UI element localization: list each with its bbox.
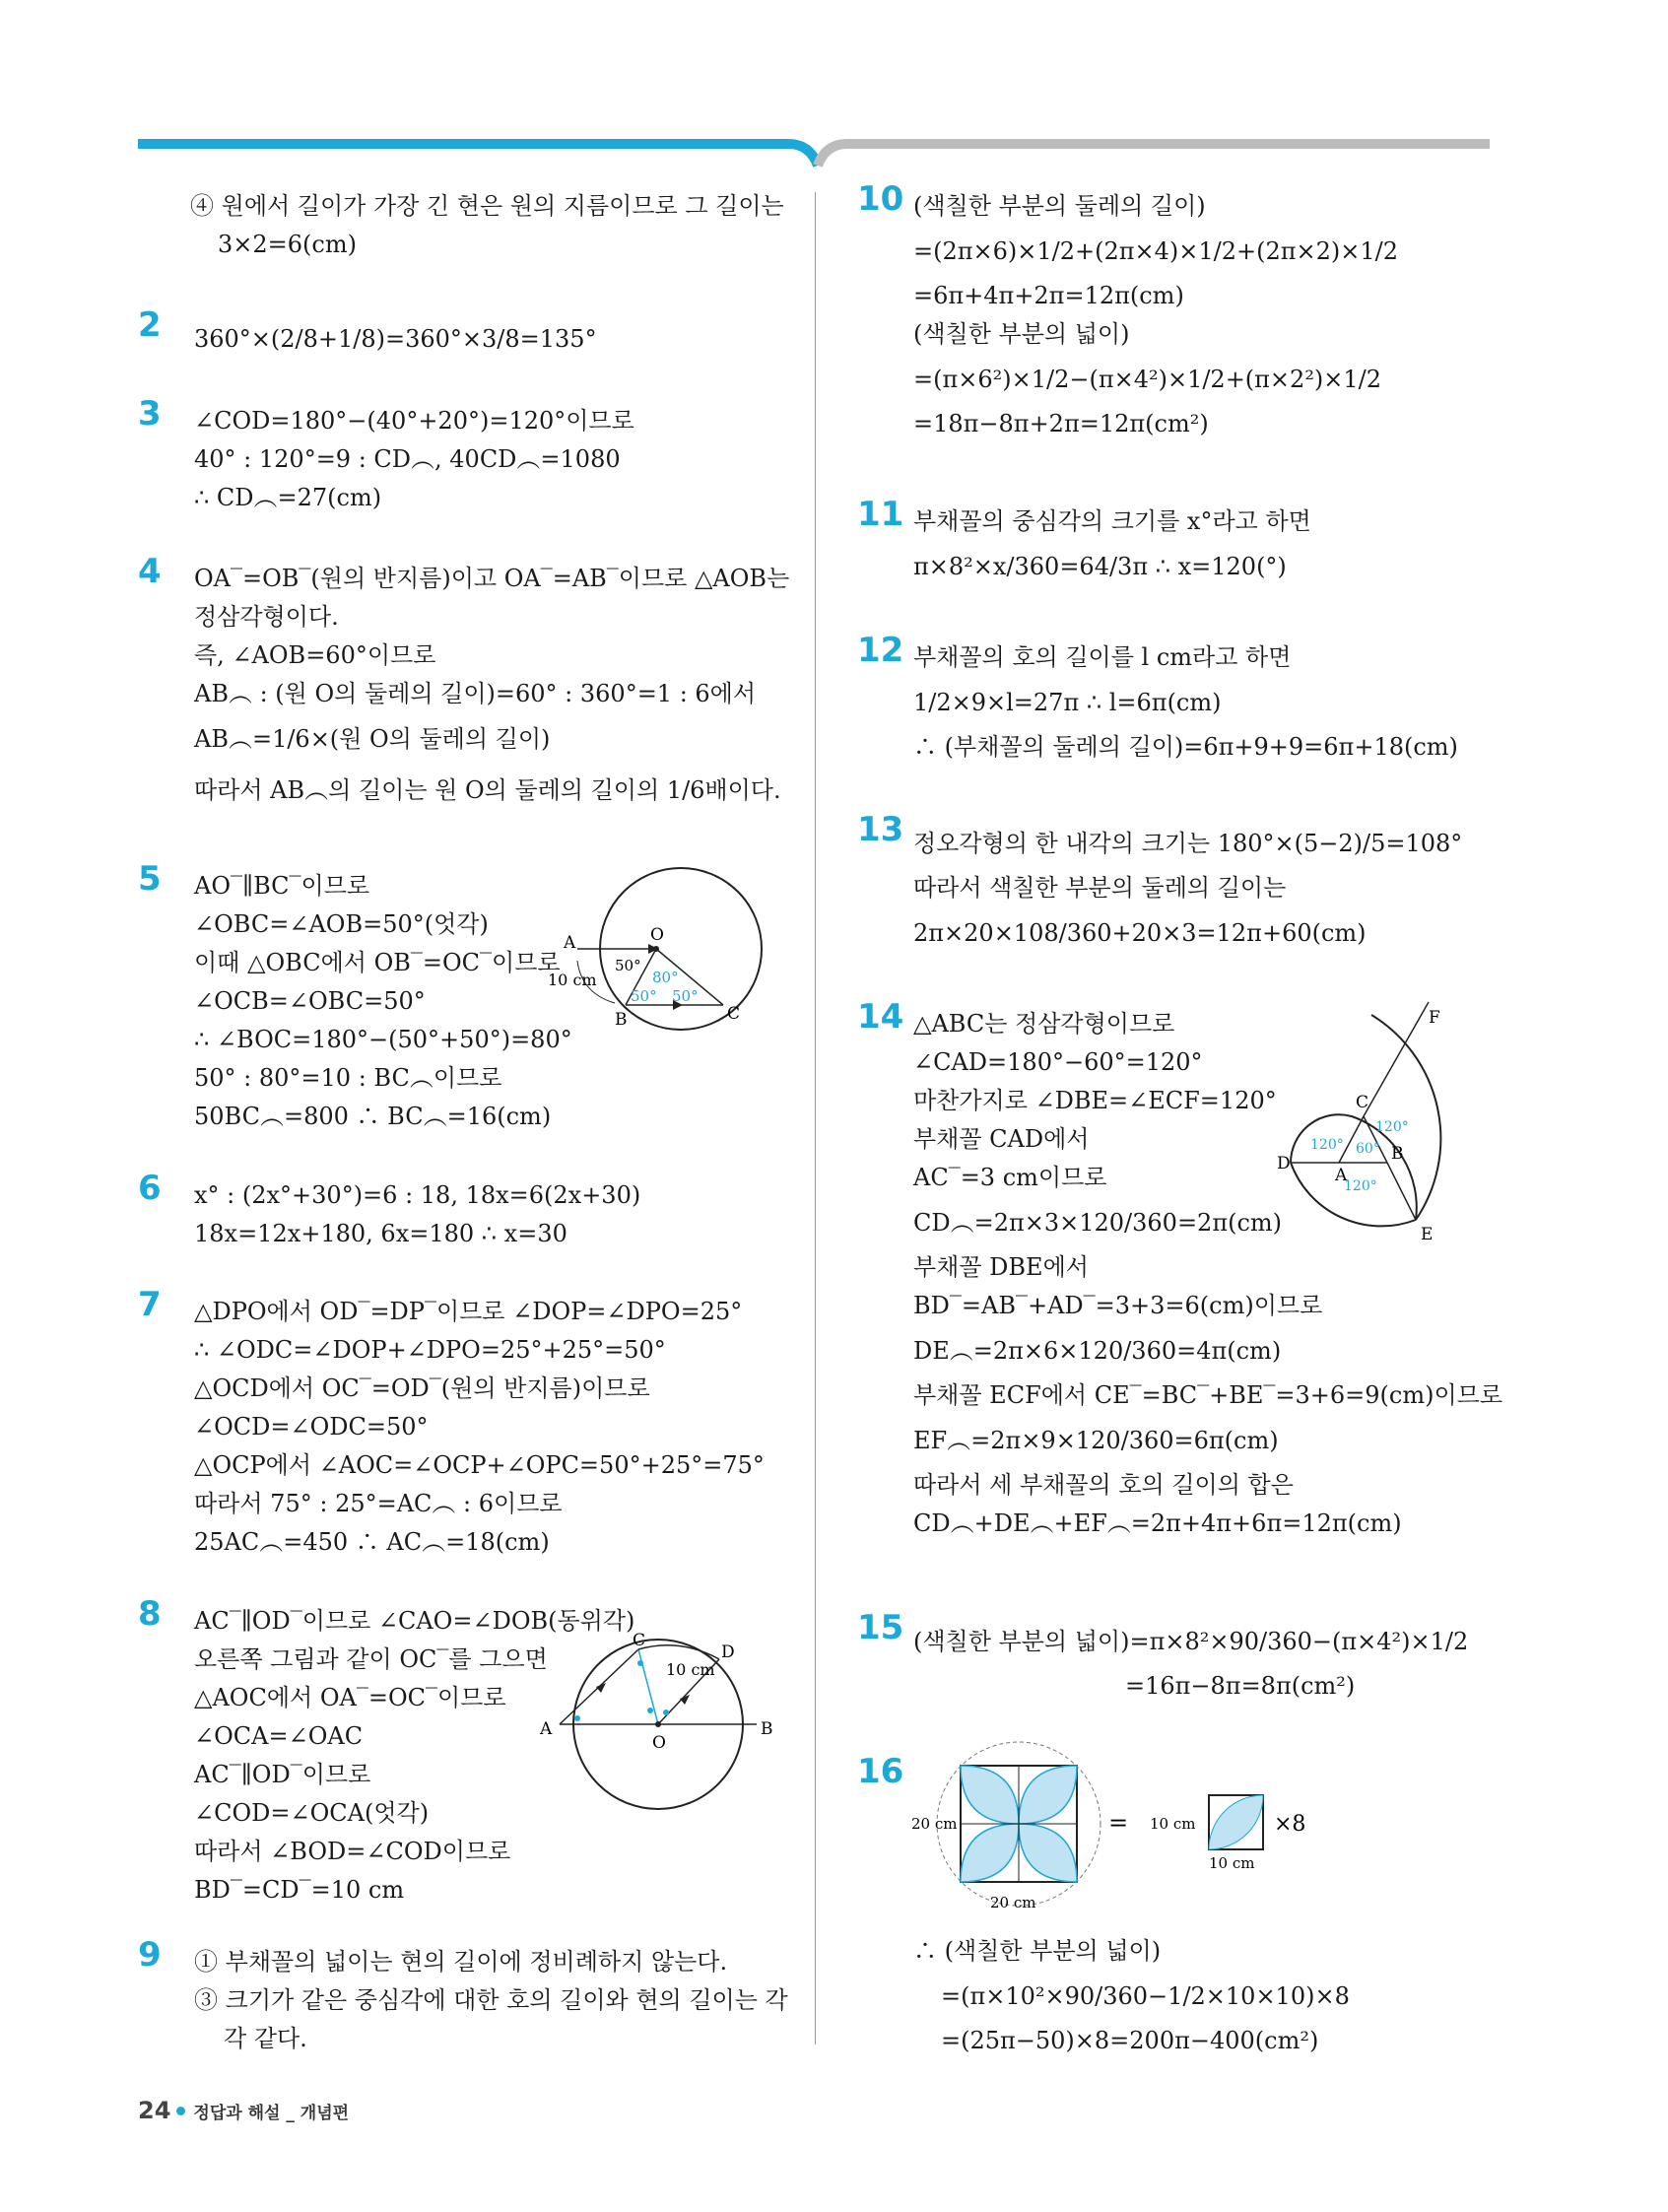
label-C: C (727, 1004, 741, 1024)
problem-number: 8 (138, 1594, 162, 1634)
answer-line: =(25π−50)×8=200π−400(cm²) (941, 2027, 1319, 2054)
answer-line: ∠OCD=∠ODC=50° (194, 1413, 429, 1441)
answer-line: △ABC는 정삼각형이므로 (913, 1010, 1175, 1038)
problem-number: 7 (138, 1285, 162, 1324)
answer-line: 부채꼴 DBE에서 (913, 1253, 1089, 1281)
answer-line: =(2π×6)×1/2+(2π×4)×1/2+(2π×2)×1/2 (913, 237, 1398, 265)
problem-number: 11 (857, 495, 904, 534)
problem-number: 5 (138, 859, 162, 899)
answer-line: 마찬가지로 ∠DBE=∠ECF=120° (913, 1087, 1277, 1114)
answer-line: CD︵+DE︵+EF︵=2π+4π+6π=12π(cm) (913, 1509, 1402, 1537)
answer-line: △DPO에서 OD‾=DP‾이므로 ∠DOP=∠DPO=25° (194, 1298, 743, 1325)
answer-body (194, 1293, 788, 1562)
answer-line: ∴ ∠ODC=∠DOP+∠DPO=25°+25°=50° (194, 1336, 666, 1364)
answer-line: =(π×10²×90/360−1/2×10×10)×8 (941, 1982, 1350, 2010)
label-B: B (1391, 1144, 1404, 1164)
header-bar (0, 0, 1668, 158)
footer-dot (176, 2107, 185, 2115)
answer-body (913, 503, 1498, 592)
problem-number: 9 (138, 1935, 162, 1975)
spiral-sector-diagram-14 (1277, 1005, 1498, 1251)
answer-line: ∠COD=∠OCA(엇각) (194, 1799, 430, 1827)
answer-line: OA‾=OB‾(원의 반지름)이고 OA‾=AB‾이므로 △AOB는 (194, 565, 790, 592)
answer-line: 따라서 색칠한 부분의 둘레의 길이는 (913, 874, 1287, 902)
answer-body (194, 313, 788, 365)
answer-line: ∠OCB=∠OBC=50° (194, 987, 426, 1015)
page-footer (138, 2097, 349, 2124)
answer-line: 이때 △OBC에서 OB‾=OC‾이므로 (194, 949, 561, 976)
angle-label: 60° (1356, 1141, 1380, 1157)
label-O: O (652, 1733, 666, 1753)
answer-line: ③ 크기가 같은 중심각에 대한 호의 길이와 현의 길이는 각 (194, 1986, 788, 2014)
angle-label: 120° (1375, 1119, 1409, 1135)
answer-line: ∠OBC=∠AOB=50°(엇각) (194, 910, 489, 938)
side-label: 20 cm (911, 1815, 958, 1833)
answer-line: CD︵=2π×3×120/360=2π(cm) (913, 1209, 1283, 1237)
label-A: A (564, 933, 576, 953)
answer-line: EF︵=2π×9×120/360=6π(cm) (913, 1427, 1279, 1454)
answer-body (913, 1932, 1498, 2060)
small-side-label: 10 cm (1150, 1815, 1196, 1833)
answer-line: ④ 원에서 길이가 가장 긴 현은 원의 지름이므로 그 길이는 (190, 192, 784, 220)
answer-line: 오른쪽 그림과 같이 OC‾를 그으면 (194, 1645, 548, 1673)
answer-line: 각 같다. (224, 2025, 307, 2052)
answer-line: 50BC︵=800 ∴ BC︵=16(cm) (194, 1103, 552, 1130)
label-B: B (761, 1719, 773, 1739)
problem-number: 2 (138, 305, 162, 345)
answer-line: 부채꼴 ECF에서 CE‾=BC‾+BE‾=3+6=9(cm)이므로 (913, 1381, 1503, 1409)
circle-diagram-5 (550, 867, 786, 1035)
angle-label: 120° (1344, 1178, 1377, 1194)
answer-line: BD‾=AB‾+AD‾=3+3=6(cm)이므로 (913, 1292, 1323, 1319)
answer-line: △AOC에서 OA‾=OC‾이므로 (194, 1684, 506, 1711)
length-label: 10 cm (666, 1660, 715, 1679)
answer-line: ① 부채꼴의 넓이는 현의 길이에 정비례하지 않는다. (194, 1948, 728, 1976)
answer-line: ∠CAD=180°−60°=120° (913, 1048, 1203, 1076)
answer-line: π×8²×x/360=64/3π ∴ x=120(°) (913, 553, 1287, 580)
answer-line: 부채꼴의 호의 길이를 l cm라고 하면 (913, 643, 1292, 671)
answer-body (190, 187, 788, 264)
problem-number: 10 (857, 179, 904, 219)
answer-line: 360°×(2/8+1/8)=360°×3/8=135° (194, 325, 597, 353)
length-label: 10 cm (548, 971, 597, 989)
answer-line: 40° : 120°=9 : CD︵, 40CD︵=1080 (194, 445, 621, 473)
problem-number: 16 (857, 1752, 904, 1791)
answer-line: DE︵=2π×6×120/360=4π(cm) (913, 1337, 1282, 1365)
angle-label: 50° (672, 987, 699, 1005)
answer-line: AB︵=1/6×(원 O의 둘레의 길이) (194, 725, 551, 753)
angle-label: 120° (1310, 1137, 1344, 1153)
footer-title: 정답과 해설 _ 개념편 (193, 2104, 350, 2123)
answer-line: AO‾∥BC‾이므로 (194, 872, 370, 900)
answer-line: (색칠한 부분의 넓이)=π×8²×90/360−(π×4²)×1/2 (913, 1628, 1469, 1655)
label-O: O (650, 925, 664, 945)
label-F: F (1429, 1008, 1440, 1028)
times-eight: ×8 (1274, 1812, 1306, 1837)
answer-line: AC‾=3 cm이므로 (913, 1164, 1107, 1191)
answer-body (194, 560, 788, 816)
problem-number: 13 (857, 810, 904, 849)
answer-line: x° : (2x°+30°)=6 : 18, 18x=6(2x+30) (194, 1181, 641, 1209)
problem-number: 15 (857, 1608, 904, 1647)
equals-sign: = (1108, 1809, 1129, 1837)
label-A: A (1335, 1166, 1348, 1185)
answer-line: 1/2×9×l=27π ∴ l=6π(cm) (913, 689, 1222, 716)
answer-line: AB︵ : (원 O의 둘레의 길이)=60° : 360°=1 : 6에서 (194, 680, 757, 707)
label-C: C (1356, 1093, 1369, 1112)
answer-line: =6π+4π+2π=12π(cm) (913, 282, 1184, 309)
label-A: A (540, 1719, 553, 1739)
answer-line: 25AC︵=450 ∴ AC︵=18(cm) (194, 1528, 550, 1556)
answer-line: ∴ (부채꼴의 둘레의 길이)=6π+9+9=6π+18(cm) (913, 733, 1458, 761)
angle-label: 80° (652, 969, 679, 986)
answer-line: =(π×6²)×1/2−(π×4²)×1/2+(π×2²)×1/2 (913, 366, 1382, 393)
answer-line: (색칠한 부분의 넓이) (913, 320, 1130, 348)
answer-line: ∴ (색칠한 부분의 넓이) (913, 1937, 1162, 1965)
label-E: E (1421, 1225, 1434, 1244)
answer-line: ∠OCA=∠OAC (194, 1722, 364, 1750)
answer-body (913, 1616, 1498, 1706)
answer-body (913, 638, 1498, 767)
page-number: 24 (138, 2097, 171, 2124)
answer-line: (색칠한 부분의 둘레의 길이) (913, 192, 1206, 220)
bottom-label: 20 cm (990, 1894, 1036, 1911)
answer-body (194, 1176, 788, 1253)
semicircle-diagram-8 (540, 1631, 783, 1819)
answer-line: 정오각형의 한 내각의 크기는 180°×(5−2)/5=108° (913, 830, 1463, 857)
answer-line: =16π−8π=8π(cm²) (1125, 1672, 1356, 1700)
answer-line: 따라서 75° : 25°=AC︵ : 6이므로 (194, 1490, 563, 1517)
answer-line: =18π−8π+2π=12π(cm²) (913, 410, 1209, 437)
answer-line: AC‾∥OD‾이므로 ∠CAO=∠DOB(동위각) (194, 1607, 635, 1635)
label-C: C (633, 1631, 646, 1650)
problem-number: 6 (138, 1169, 162, 1208)
problem-number: 3 (138, 394, 162, 434)
answer-body (194, 1943, 788, 2058)
problem-number: 4 (138, 552, 162, 591)
flower-square-diagram-16 (911, 1760, 1424, 1932)
answer-line: 부채꼴 CAD에서 (913, 1125, 1090, 1153)
answer-line: BD‾=CD‾=10 cm (194, 1876, 405, 1904)
problem-number: 12 (857, 631, 904, 670)
answer-line: 정삼각형이다. (194, 603, 339, 631)
small-bottom-label: 10 cm (1209, 1854, 1255, 1872)
answer-line: 따라서 ∠BOD=∠COD이므로 (194, 1838, 511, 1865)
answer-line: 따라서 AB︵의 길이는 원 O의 둘레의 길이의 1/6배이다. (194, 776, 781, 804)
answer-body (913, 818, 1498, 959)
problem-number: 14 (857, 997, 904, 1037)
angle-label: 50° (615, 957, 641, 974)
label-D: D (721, 1642, 735, 1662)
answer-line: △OCD에서 OC‾=OD‾(원의 반지름)이므로 (194, 1374, 650, 1402)
answer-line: 따라서 세 부채꼴의 호의 길이의 합은 (913, 1471, 1294, 1499)
label-B: B (615, 1010, 628, 1030)
column-divider (815, 192, 816, 2044)
answer-body (194, 402, 788, 517)
answer-line: ∴ ∠BOC=180°−(50°+50°)=80° (194, 1026, 572, 1053)
answer-line: 즉, ∠AOB=60°이므로 (194, 641, 436, 669)
answer-line: AC‾∥OD‾이므로 (194, 1761, 371, 1788)
label-D: D (1277, 1154, 1291, 1173)
answer-line: 3×2=6(cm) (218, 231, 357, 258)
answer-body (913, 187, 1498, 443)
answer-line: 부채꼴의 중심각의 크기를 x°라고 하면 (913, 507, 1311, 535)
answer-line: 18x=12x+180, 6x=180 ∴ x=30 (194, 1220, 567, 1247)
answer-line: △OCP에서 ∠AOC=∠OCP+∠OPC=50°+25°=75° (194, 1451, 765, 1479)
answer-line: 2π×20×108/360+20×3=12π+60(cm) (913, 919, 1367, 947)
answer-line: ∴ CD︵=27(cm) (194, 484, 382, 511)
answer-line: ∠COD=180°−(40°+20°)=120°이므로 (194, 407, 634, 435)
answer-line: 50° : 80°=10 : BC︵이므로 (194, 1064, 502, 1092)
angle-label: 50° (631, 987, 657, 1005)
